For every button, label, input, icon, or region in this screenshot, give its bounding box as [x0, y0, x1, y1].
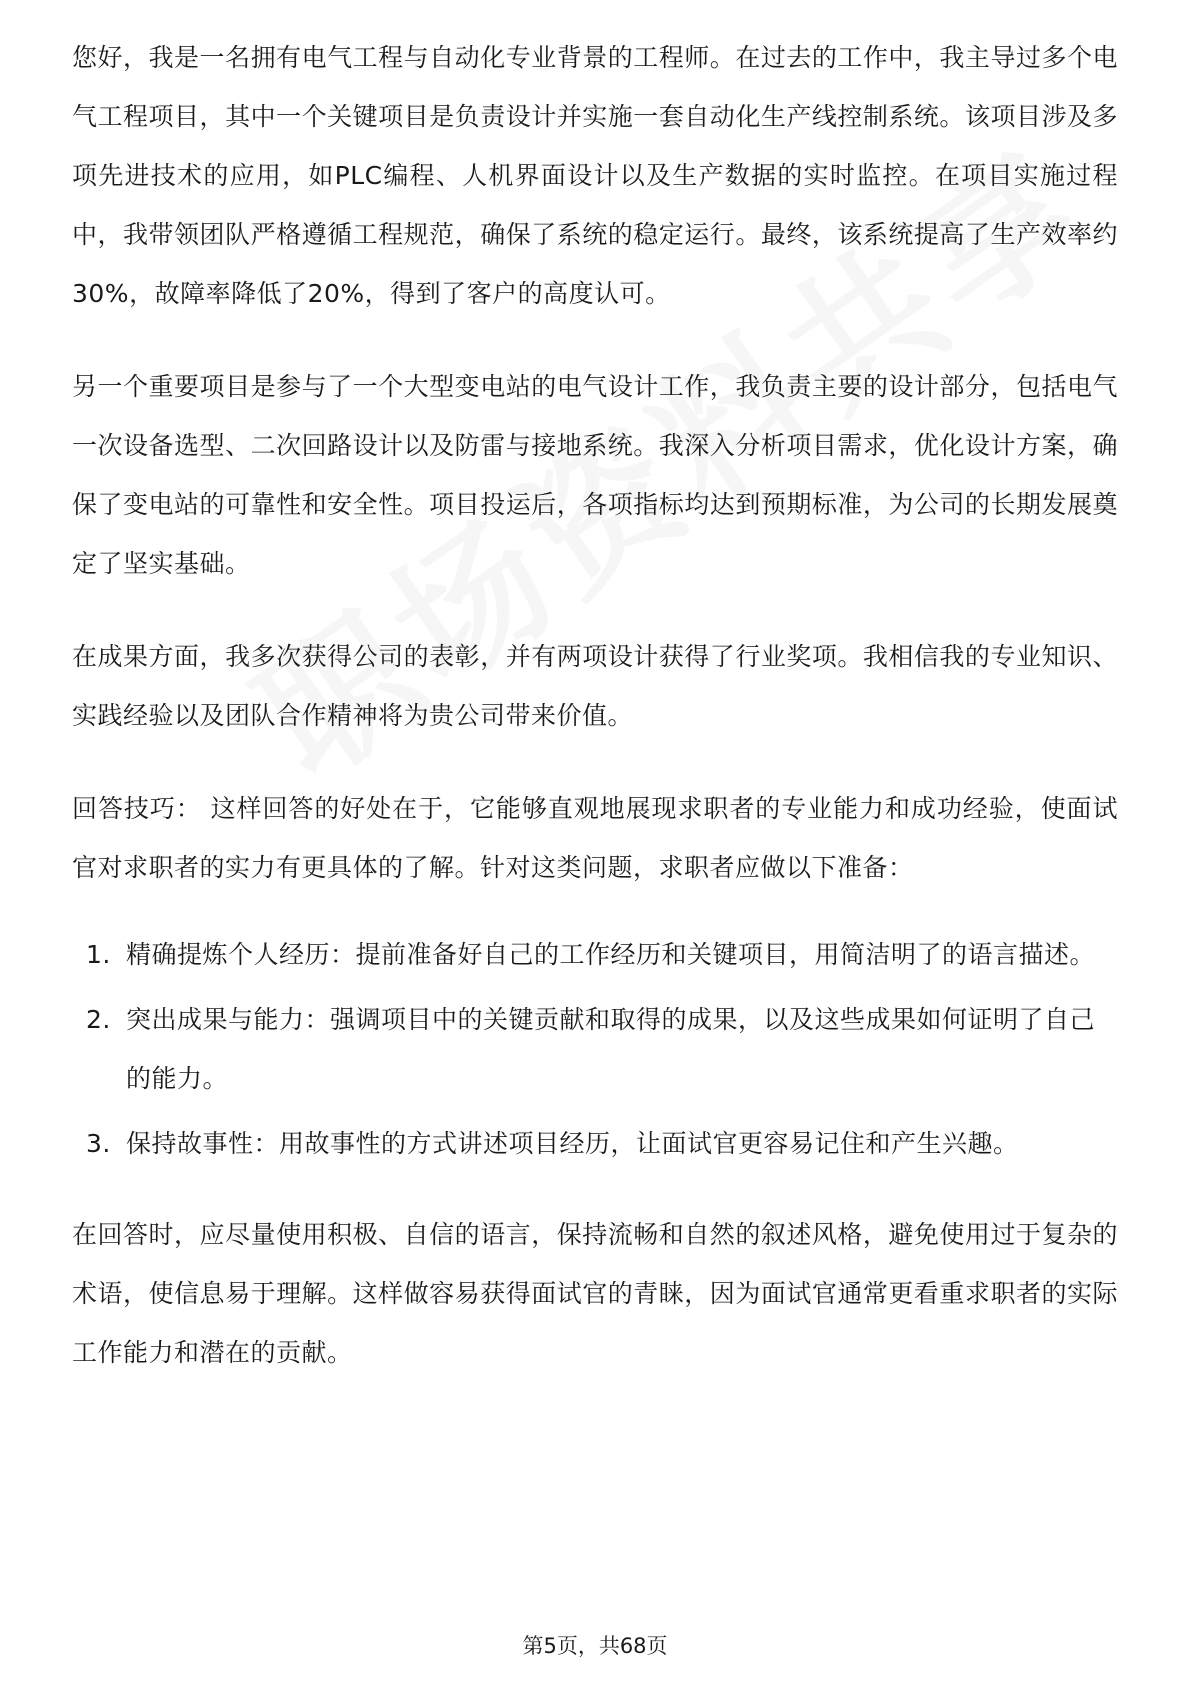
achievement-paragraph: 在成果方面，我多次获得公司的表彰，并有两项设计获得了行业奖项。我相信我的专业知识、实践经验以及团队合作精神将为贵公司带来价值。 — [72, 642, 1118, 730]
list-item — [72, 1114, 1118, 1173]
list-item-text: 精确提炼个人经历：提前准备好自己的工作经历和关键项目，用简洁明了的语言描述。 — [126, 940, 1096, 969]
list-item-number: 1. — [86, 940, 111, 969]
document-body — [72, 28, 1118, 1416]
tips-list — [72, 925, 1118, 1173]
project-paragraph: 另一个重要项目是参与了一个大型变电站的电气设计工作，我负责主要的设计部分，包括电气一次设备选型、二次回路设计以及防雷与接地系统。我深入分析项目需求，优化设计方案，确保了变电站的可靠性和安全性。项目投运后，各项指标均达到预期标准，为公司的长期发展奠定了坚实基础。 — [72, 372, 1118, 578]
list-item-text: 突出成果与能力：强调项目中的关键贡献和取得的成果，以及这些成果如何证明了自己的能力。 — [126, 1005, 1096, 1093]
intro-paragraph: 您好，我是一名拥有电气工程与自动化专业背景的工程师。在过去的工作中，我主导过多个电气工程项目，其中一个关键项目是负责设计并实施一套自动化生产线控制系统。该项目涉及多项先进技术的应用，如PLC编程、人机界面设计以及生产数据的实时监控。在项目实施过程中，我带领团队严格遵循工程规范，确保了系统的稳定运行。最终，该系统提高了生产效率约30%，故障率降低了20%，得到了客户的高度认可。 — [72, 43, 1118, 308]
page-footer: 第5页，共68页 — [522, 1634, 668, 1658]
list-item-text: 保持故事性：用故事性的方式讲述项目经历，让面试官更容易记住和产生兴趣。 — [126, 1129, 1019, 1158]
list-item — [72, 990, 1118, 1108]
list-item-number: 3. — [86, 1129, 111, 1158]
list-item — [72, 925, 1118, 984]
list-item-number: 2. — [86, 1005, 111, 1034]
tips-intro-paragraph: 回答技巧： 这样回答的好处在于，它能够直观地展现求职者的专业能力和成功经验，使面试官对求职者的实力有更具体的了解。针对这类问题，求职者应做以下准备： — [72, 794, 1118, 882]
closing-paragraph: 在回答时，应尽量使用积极、自信的语言，保持流畅和自然的叙述风格，避免使用过于复杂的术语，使信息易于理解。这样做容易获得面试官的青睐，因为面试官通常更看重求职者的实际工作能力和潜在的贡献。 — [72, 1220, 1118, 1367]
